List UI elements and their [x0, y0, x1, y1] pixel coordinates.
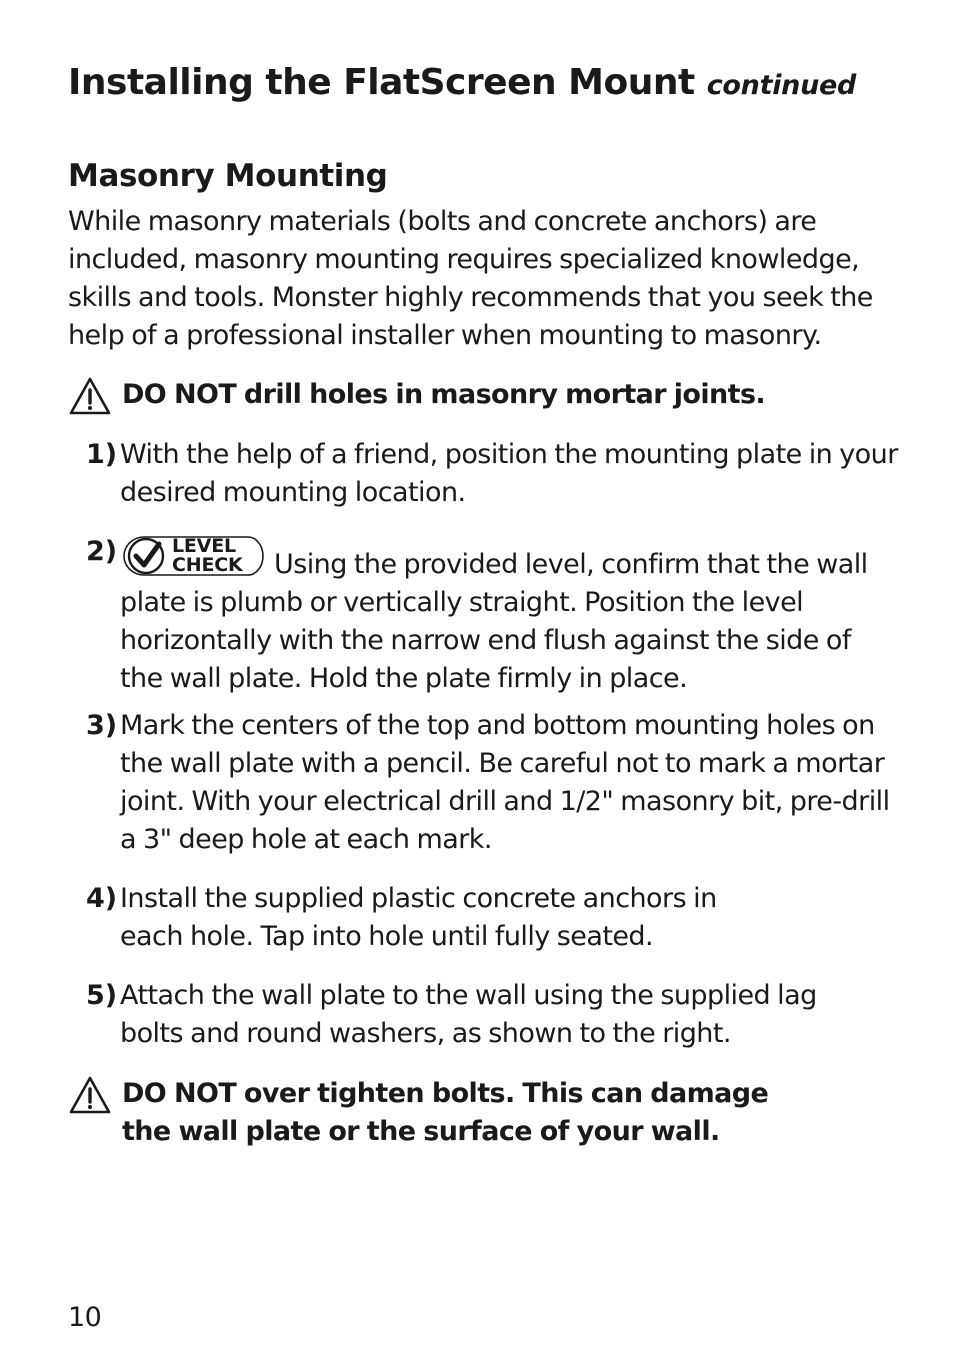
section-intro: While masonry materials (bolts and concrete anchors) are included, masonry mounting requires specialized knowledge, skills and tools. Monster highly recommends that you seek the help of a professional installer when mounting to masonry.: [68, 206, 873, 351]
step-number: 2): [86, 536, 118, 567]
step-number: 5): [86, 980, 118, 1011]
step-number: 4): [86, 883, 118, 914]
warning-text: DO NOT over tighten bolts. This can damage the wall plate or the surface of your wall.: [122, 1078, 769, 1147]
step-text: Attach the wall plate to the wall using the supplied lag bolts and round washers, as shown to the right.: [120, 980, 817, 1049]
level-check-line2: CHECK: [172, 554, 243, 576]
level-check-label: [172, 537, 243, 575]
step-text: Using the provided level, confirm that the wall plate is plumb or vertically straight. Position the level horizontally with the narrow end flush against the side of the wall plate. Hold the plate firmly in place.: [120, 549, 868, 694]
step-3: [86, 707, 898, 859]
step-body: [120, 533, 898, 698]
page-title: [68, 62, 856, 103]
step-text: Mark the centers of the top and bottom mounting holes on the wall plate with a pencil. Be careful not to mark a mortar joint. With your electrical drill and 1/2" masonry bit, pre-drill a 3" deep hole at each mark.: [120, 710, 890, 855]
warning-triangle-icon: [68, 1075, 112, 1115]
step-4: [86, 880, 766, 956]
level-check-badge: [120, 533, 264, 579]
step-number: 3): [86, 710, 118, 741]
step-text: With the help of a friend, position the mounting plate in your desired mounting location.: [120, 439, 898, 508]
step-number: 1): [86, 439, 118, 470]
warning-text: DO NOT drill holes in masonry mortar joints.: [122, 379, 766, 410]
level-check-line1: LEVEL: [172, 535, 236, 557]
step-5: [86, 977, 866, 1053]
warning-mortar-joints: [68, 376, 898, 414]
warning-triangle-icon: [68, 376, 112, 416]
step-text: Install the supplied plastic concrete anchors in each hole. Tap into hole until fully seated.: [120, 883, 717, 952]
checkmark-icon: [136, 544, 159, 565]
page-number: 10: [68, 1302, 102, 1333]
page-title-text: Installing the FlatScreen Mount: [68, 62, 695, 103]
step-2: [86, 533, 898, 698]
page-title-suffix: continued: [706, 70, 857, 101]
step-1: [86, 436, 898, 512]
warning-over-tighten: [68, 1075, 808, 1151]
section-title: Masonry Mounting: [68, 158, 388, 194]
